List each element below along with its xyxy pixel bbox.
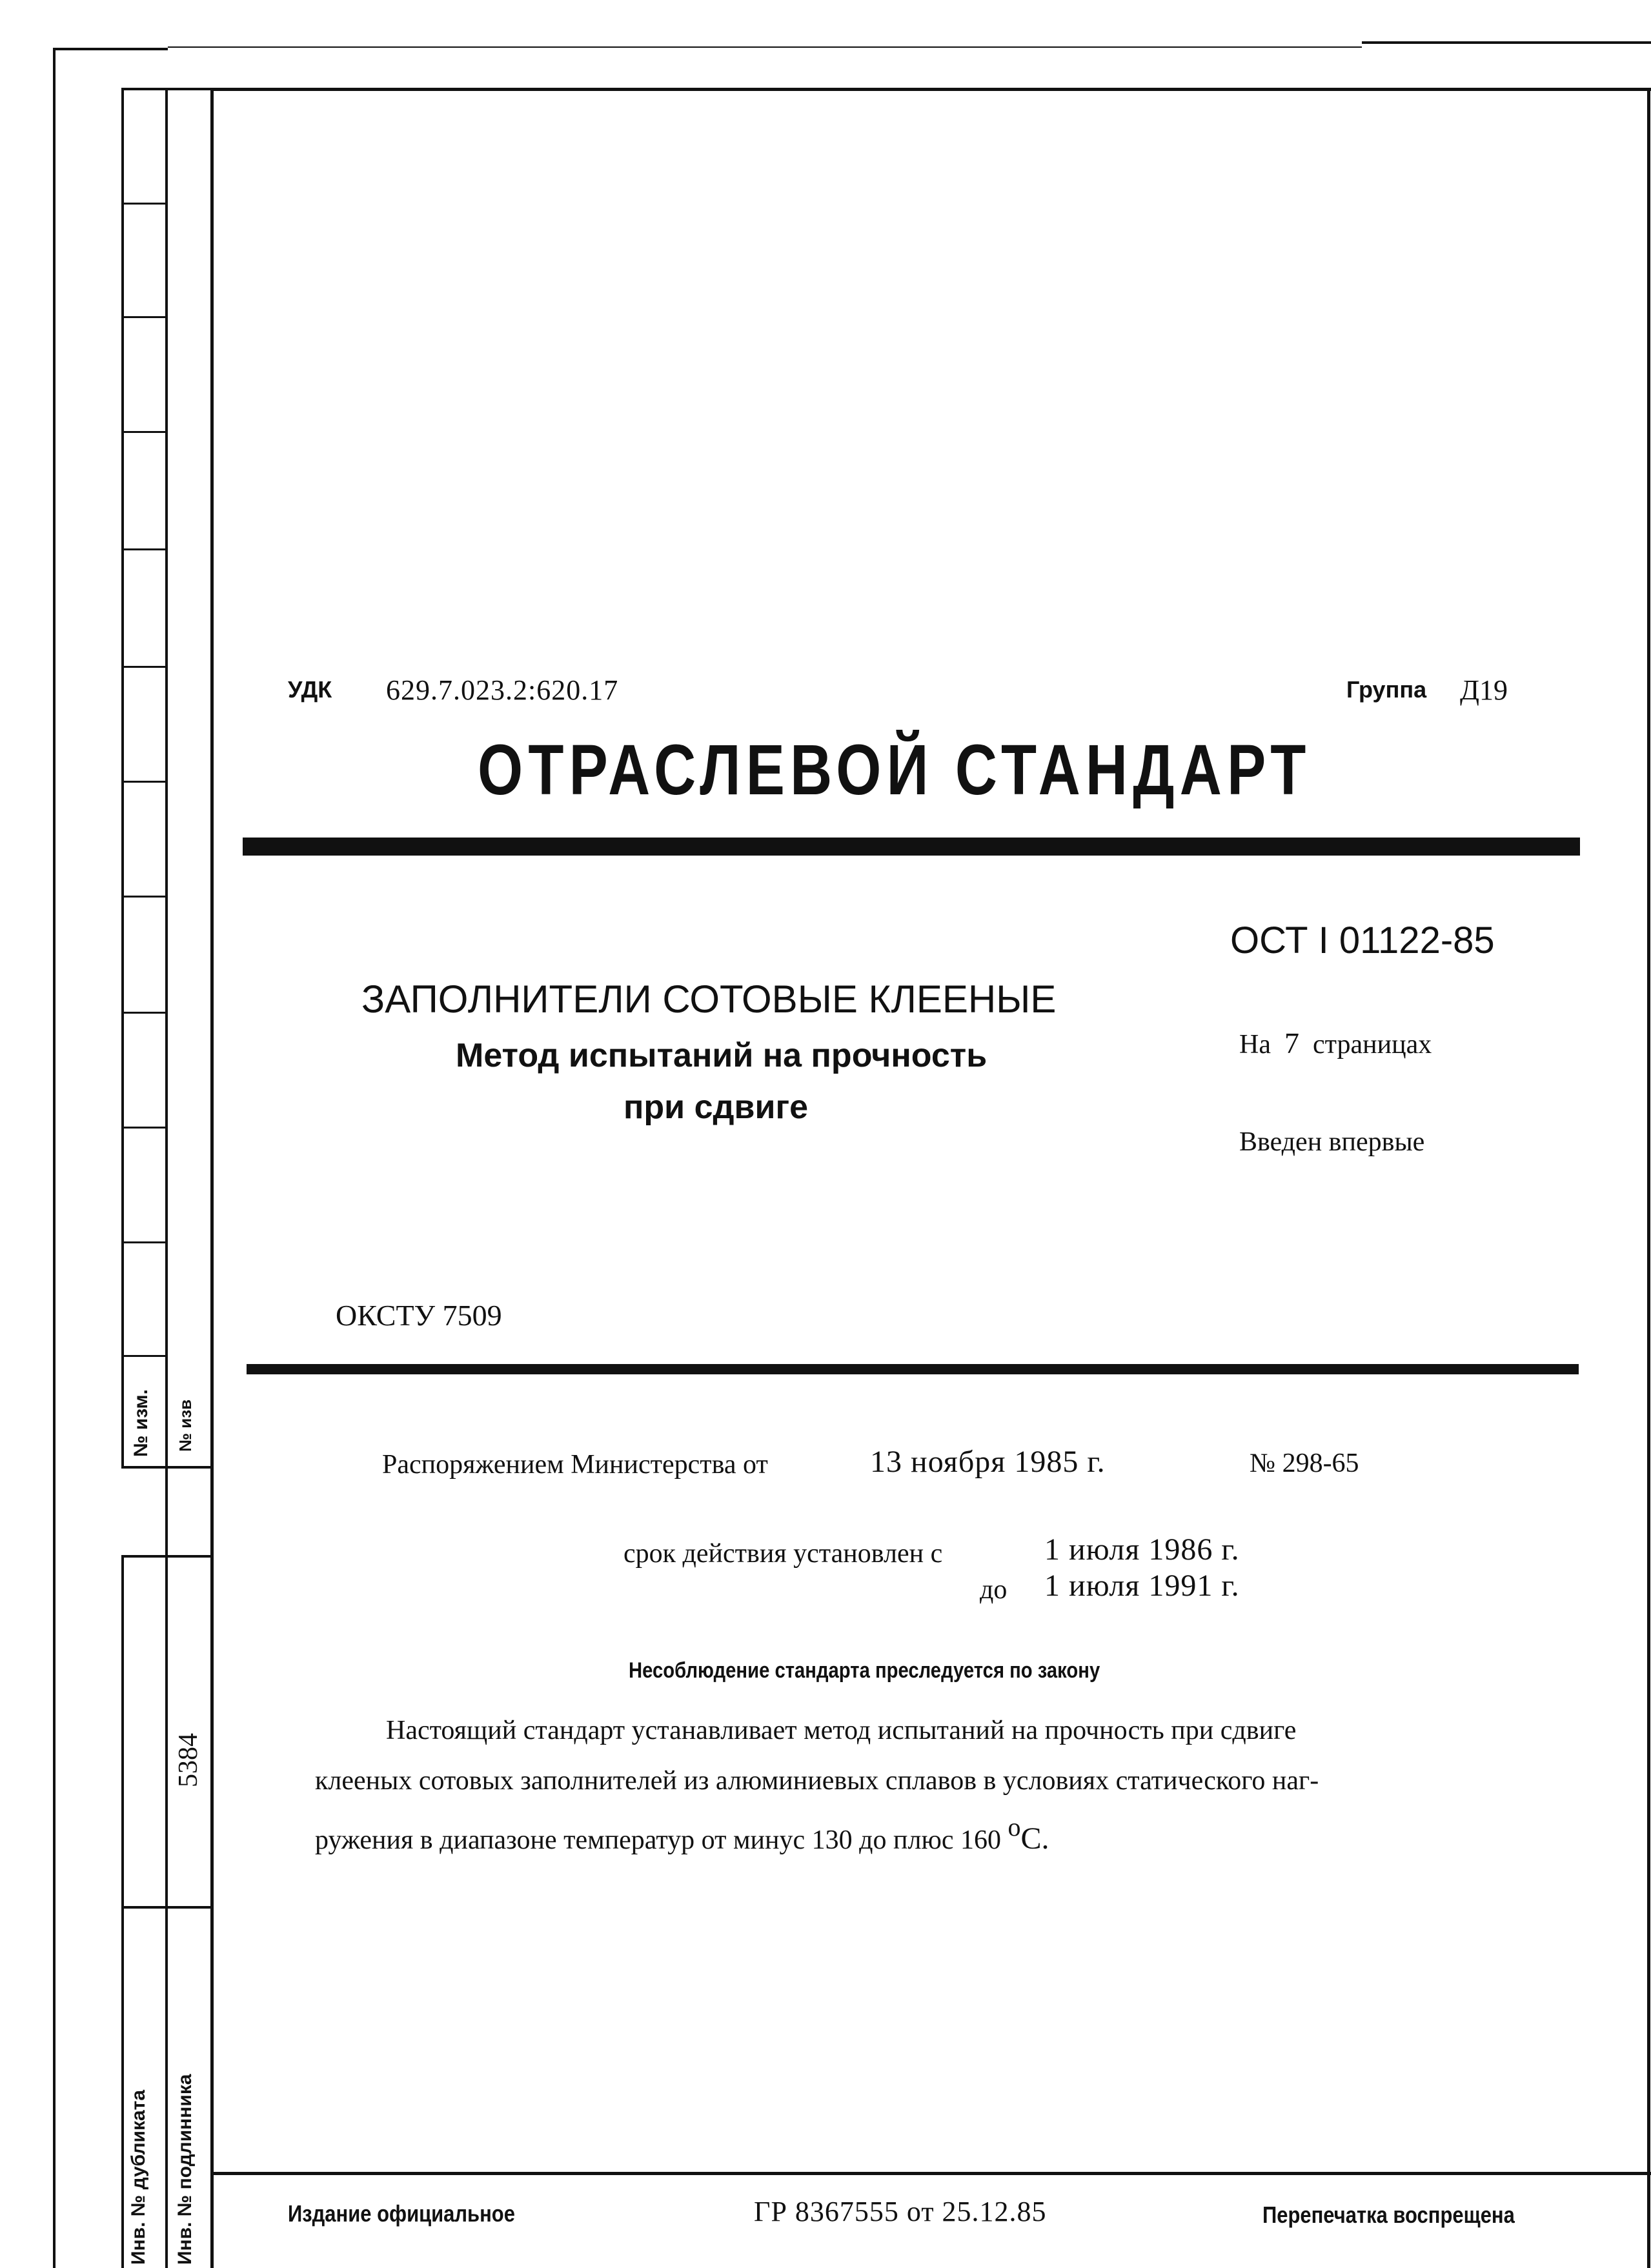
page-title: ОТРАСЛЕВОЙ СТАНДАРТ xyxy=(478,730,1312,810)
duplicate-inventory-label: Инв. № дубликата xyxy=(128,2089,149,2265)
frame-top-border xyxy=(210,88,1651,91)
udk-label: УДК xyxy=(288,676,332,703)
degree-sign: о xyxy=(1008,1812,1021,1841)
oksty-code: ОКСТУ 7509 xyxy=(336,1299,502,1332)
footer-rule xyxy=(210,2172,1651,2175)
margin-row-line xyxy=(121,1012,168,1014)
margin-row-line xyxy=(121,666,168,668)
legal-warning: Несоблюдение стандарта преследуется по закону xyxy=(629,1658,1100,1683)
margin-row-line xyxy=(121,548,168,550)
change-number-label: № изм. xyxy=(130,1389,152,1457)
validity-from-text: срок действия установлен с xyxy=(623,1539,943,1569)
celsius-unit: С. xyxy=(1020,1821,1049,1856)
pages-count: 7 xyxy=(1284,1027,1299,1059)
subject-line1: ЗАПОЛНИТЕЛИ СОТОВЫЕ КЛЕЕНЫЕ xyxy=(361,978,1057,1021)
validity-to-date: 1 июля 1991 г. xyxy=(1044,1569,1240,1603)
frame-left-border xyxy=(210,88,214,2268)
margin-row-line xyxy=(121,1355,168,1357)
introduced-first: Введен впервые xyxy=(1239,1127,1425,1157)
frame-right-border xyxy=(1647,88,1650,2268)
standard-number: ОСТ I 01122-85 xyxy=(1230,919,1495,961)
validity-to-text: до xyxy=(980,1575,1008,1605)
body-line1: Настоящий стандарт устанавливает метод испытаний на прочность при сдвиге xyxy=(386,1716,1297,1745)
margin-row-line xyxy=(121,1555,212,1558)
footer-registration: ГР 8367555 от 25.12.85 xyxy=(754,2196,1047,2227)
margin-row-line xyxy=(121,316,168,318)
margin-row-line xyxy=(121,896,168,898)
margin-column-left xyxy=(121,88,124,1469)
subject-line3: при сдвиге xyxy=(623,1089,809,1126)
margin-row-line xyxy=(121,1241,168,1243)
order-date: 13 ноября 1985 г. xyxy=(870,1445,1106,1479)
body-line2: клееных сотовых заполнителей из алюминиевых сплавов в условиях статического наг- xyxy=(315,1766,1319,1796)
group-value: Д19 xyxy=(1460,674,1508,706)
margin-row-line xyxy=(121,431,168,433)
top-edge-line-left xyxy=(53,48,168,50)
top-edge-line-mid xyxy=(168,46,1362,48)
group-label: Группа xyxy=(1346,676,1427,703)
order-text: Распоряжением Министерства от xyxy=(382,1450,768,1480)
order-number: № 298-65 xyxy=(1250,1449,1359,1478)
margin-column-divider xyxy=(165,88,168,2268)
udk-value: 629.7.023.2:620.17 xyxy=(386,674,619,706)
subject-line2: Метод испытаний на прочность xyxy=(456,1037,988,1074)
top-edge-line-right xyxy=(1362,41,1651,44)
margin-column-left-lower xyxy=(121,1555,124,2268)
pages-prefix: На xyxy=(1239,1030,1271,1059)
notice-number-label: № изв xyxy=(176,1399,195,1452)
body-line3 xyxy=(315,1812,1049,1856)
title-rule xyxy=(243,838,1580,856)
margin-row-line xyxy=(121,1906,212,1909)
original-inventory-label: Инв. № подлинника xyxy=(174,2074,196,2265)
footer-reprint-prohibited: Перепечатка воспрещена xyxy=(1262,2202,1515,2228)
left-outer-border xyxy=(53,48,56,2268)
pages-suffix: страницах xyxy=(1312,1030,1432,1059)
body-line3-text: ружения в диапазоне температур от минус 130 до плюс 160 xyxy=(315,1825,1001,1855)
margin-row-line xyxy=(121,1127,168,1129)
margin-row-line xyxy=(121,203,168,205)
margin-row-line xyxy=(121,1466,212,1469)
pages-info xyxy=(1239,1026,1432,1060)
original-inventory-number: 5384 xyxy=(174,1733,203,1787)
footer-official-edition: Издание официальное xyxy=(288,2200,515,2227)
validity-from-date: 1 июля 1986 г. xyxy=(1044,1532,1240,1567)
margin-row-line xyxy=(121,781,168,783)
section-rule xyxy=(247,1364,1579,1374)
